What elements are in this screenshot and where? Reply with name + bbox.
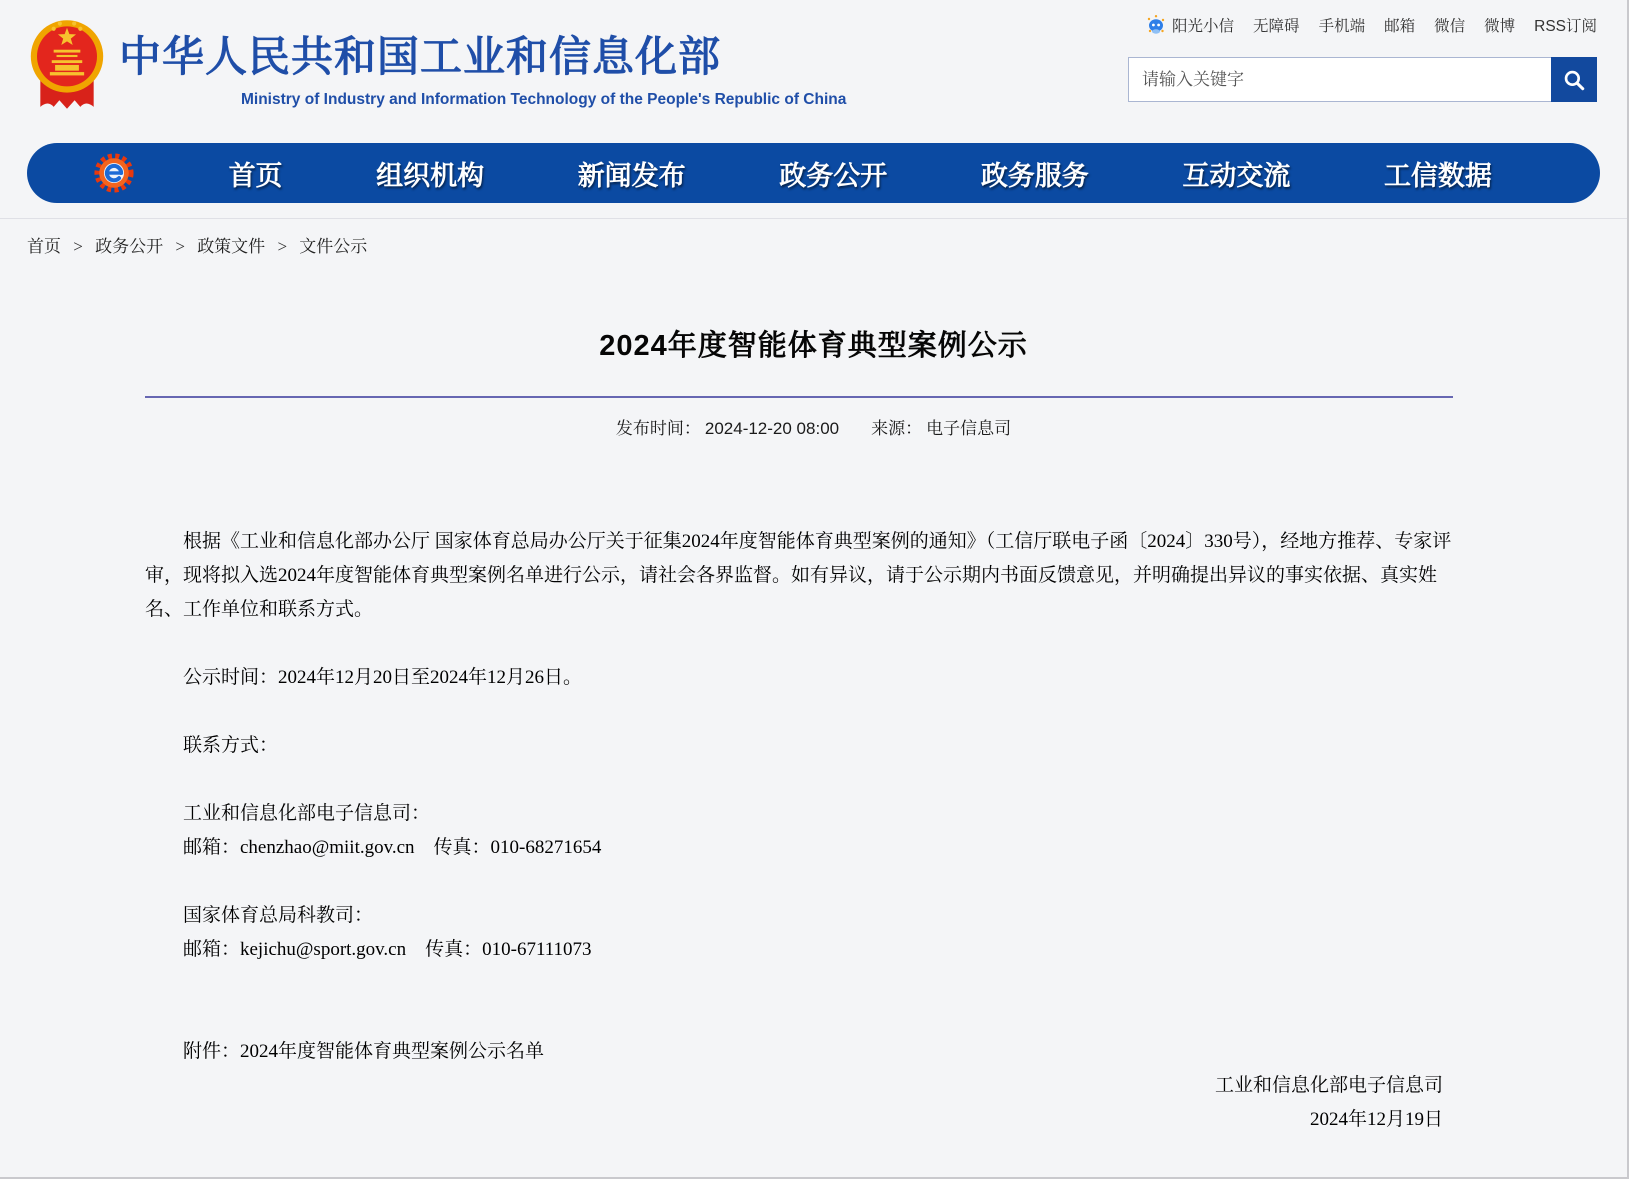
search-input[interactable] xyxy=(1128,57,1551,102)
breadcrumb-separator: > xyxy=(73,237,83,256)
quick-link-wechat[interactable]: 微信 xyxy=(1434,18,1466,35)
quick-link-label: 阳光小信 xyxy=(1172,18,1235,35)
paragraph-org1: 工业和信息化部电子信息司： xyxy=(183,803,431,824)
paragraph-notice-period: 公示时间：2024年12月20日至2024年12月26日。 xyxy=(183,667,583,688)
quick-link-rss[interactable]: RSS订阅 xyxy=(1534,18,1597,35)
main-nav xyxy=(27,143,1600,203)
site-brand xyxy=(27,10,846,133)
robot-mascot-icon xyxy=(1145,14,1167,36)
breadcrumb-gov-disclosure[interactable]: 政务公开 xyxy=(95,237,164,256)
article-title: 2024年度智能体育典型案例公示 xyxy=(599,330,1028,362)
publish-time-label: 发布时间： xyxy=(615,419,701,438)
breadcrumb-separator: > xyxy=(175,237,185,256)
national-emblem-logo[interactable] xyxy=(27,12,107,116)
quick-links xyxy=(1145,14,1597,36)
article-signature xyxy=(145,1069,1443,1137)
quick-link-sunshine-xiaoxin[interactable] xyxy=(1145,14,1234,36)
source-label: 来源： xyxy=(871,419,923,438)
site-subtitle-en: Ministry of Industry and Information Technology of the People's Republic of China xyxy=(241,91,847,108)
source-value: 电子信息司 xyxy=(926,419,1012,438)
quick-link-mobile[interactable]: 手机端 xyxy=(1318,18,1366,35)
signature-org: 工业和信息化部电子信息司 xyxy=(1214,1075,1443,1096)
breadcrumb-home[interactable]: 首页 xyxy=(27,237,61,256)
search-icon xyxy=(1562,68,1586,92)
signature-date: 2024年12月19日 xyxy=(1309,1109,1443,1130)
search-bar xyxy=(1128,57,1597,102)
breadcrumb xyxy=(0,219,1627,257)
paragraph-org2: 国家体育总局科教司： xyxy=(183,905,374,926)
nav-item-interaction[interactable]: 互动交流 xyxy=(1182,160,1291,191)
breadcrumb-separator: > xyxy=(277,237,288,256)
article-meta xyxy=(0,414,1627,439)
nav-item-gov-service[interactable]: 政务服务 xyxy=(980,160,1089,191)
nav-item-home[interactable]: 首页 xyxy=(228,160,283,191)
nav-item-miit-data[interactable]: 工信数据 xyxy=(1383,160,1492,191)
nav-item-news-release[interactable]: 新闻发布 xyxy=(577,160,686,191)
paragraph-intro: 根据《工业和信息化部办公厅 国家体育总局办公厅关于征集2024年度智能体育典型案例的通知》（工信厅联电子函〔2024〕330号），经地方推荐、专家评审，现将拟入选2024年度智能体育典型案例名单进行公示，请社会各界监督。如有异议，请于公示期内书面反馈意见，并明确提出异议的事实依据、真实姓名、工作单位和联系方式。 xyxy=(145,531,1452,620)
paragraph-contact-heading: 联系方式： xyxy=(183,735,279,756)
quick-link-mail[interactable]: 邮箱 xyxy=(1384,18,1416,35)
brand-text xyxy=(119,10,846,133)
title-divider-line xyxy=(145,396,1453,398)
site-title: 中华人民共和国工业和信息化部 xyxy=(119,33,722,80)
publish-time-value: 2024-12-20 08:00 xyxy=(704,419,840,438)
search-button[interactable] xyxy=(1551,57,1597,102)
quick-link-accessibility[interactable]: 无障碍 xyxy=(1253,18,1300,35)
breadcrumb-policy-documents[interactable]: 政策文件 xyxy=(197,237,266,256)
quick-link-weibo[interactable]: 微博 xyxy=(1484,18,1516,35)
article-body xyxy=(145,525,1453,1069)
nav-item-gov-disclosure[interactable]: 政务公开 xyxy=(779,160,888,191)
paragraph-org2-contact: 邮箱：kejichu@sport.gov.cn 传真：010-67111073 xyxy=(183,939,592,960)
header-right xyxy=(1128,10,1597,133)
miit-gear-logo-icon xyxy=(93,152,135,194)
nav-item-organization[interactable]: 组织机构 xyxy=(376,160,485,191)
site-header xyxy=(0,0,1627,133)
paragraph-org1-contact: 邮箱：chenzhao@miit.gov.cn 传真：010-68271654 xyxy=(183,837,602,858)
attachment-link[interactable]: 附件：2024年度智能体育典型案例公示名单 xyxy=(183,1041,545,1062)
breadcrumb-document-publicity[interactable]: 文件公示 xyxy=(299,237,368,256)
